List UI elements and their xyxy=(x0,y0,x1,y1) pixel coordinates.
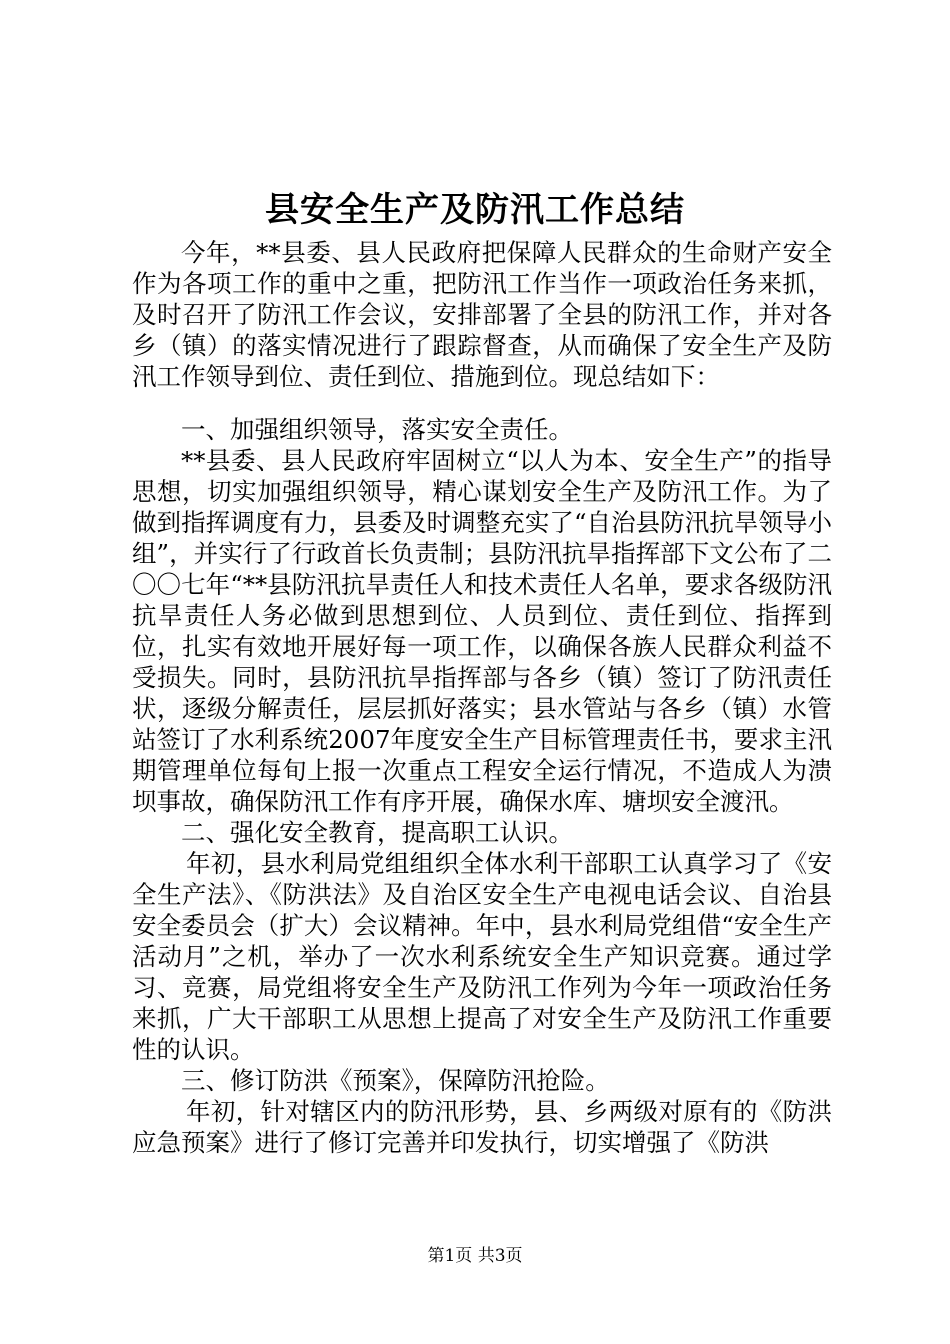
paragraph-section-3: 年初，针对辖区内的防汛形势，县、乡两级对原有的《防洪应急预案》进行了修订完善并印发执行，切实增强了《防洪 xyxy=(132,1097,832,1157)
section-heading-2: 二、强化安全教育，提高职工认识。 xyxy=(181,818,573,847)
paragraph-section-1: **县委、县人民政府牢固树立“以人为本、安全生产”的指导思想，切实加强组织领导，精心谋划安全生产及防汛工作。为了做到指挥调度有力，县委及时调整充实了“自治县防汛抗旱领导小组”，并实行了行政首长负责制；县防汛抗旱指挥部下文公布了二〇〇七年“**县防汛抗旱责任人和技术责任人名单，要求各级防汛抗旱责任人务必做到思想到位、人员到位、责任到位、指挥到位，扎实有效地开展好每一项工作，以确保各族人民群众利益不受损失。同时，县防汛抗旱指挥部与各乡（镇）签订了防汛责任状，逐级分解责任，层层抓好落实；县水管站与各乡（镇）水管站签订了水利系统2007年度安全生产目标管理责任书，要求主汛期管理单位每旬上报一次重点工程安全运行情况，不造成人为溃坝事故，确保防汛工作有序开展，确保水库、塘坝安全渡汛。 xyxy=(132,446,832,816)
paragraph-section-2: 年初，县水利局党组组织全体水利干部职工认真学习了《安全生产法》、《防洪法》及自治区安全生产电视电话会议、自治县安全委员会（扩大）会议精神。年中，县水利局党组借“安全生产活动月”之机，举办了一次水利系统安全生产知识竞赛。通过学习、竞赛，局党组将安全生产及防汛工作列为今年一项政治任务来抓，广大干部职工从思想上提高了对安全生产及防汛工作重要性的认识。 xyxy=(132,849,832,1064)
paragraph-intro: 今年，**县委、县人民政府把保障人民群众的生命财产安全作为各项工作的重中之重，把防汛工作当作一项政治任务来抓，及时召开了防汛工作会议，安排部署了全县的防汛工作，并对各乡（镇）的落实情况进行了跟踪督查，从而确保了安全生产及防汛工作领导到位、责任到位、措施到位。现总结如下： xyxy=(132,238,832,391)
section-heading-3: 三、修订防洪《预案》，保障防汛抢险。 xyxy=(181,1066,610,1095)
document-body xyxy=(132,237,832,1158)
page-number-current: 第1页 xyxy=(427,1246,473,1266)
section-heading-1: 一、加强组织领导，落实安全责任。 xyxy=(181,415,573,444)
page-number-total: 共3页 xyxy=(477,1246,523,1266)
page-footer xyxy=(0,1244,950,1268)
document-title: 县安全生产及防汛工作总结 xyxy=(265,190,685,230)
